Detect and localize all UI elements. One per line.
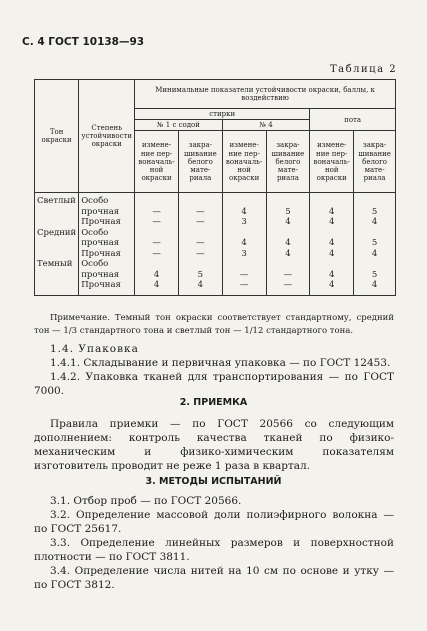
- table-note: Примечание. Темный тон окраски соответствует стандартному, средний тон — 1/3 стандартного тона и светлый тон — 1/12 стандартного тона.: [34, 313, 394, 336]
- value-cell: 4: [310, 250, 354, 261]
- paragraph-2: Правила приемки — по ГОСТ 20566 со следующим дополнением: контроль качества тканей по физико-механическим и физико-химическим показателям изготовитель проводит не реже 1 раза в квартал.: [34, 418, 394, 472]
- col-stain-header: закра-шивание белого мате-риала: [354, 131, 396, 193]
- value-cell: 3: [222, 218, 266, 229]
- value-cell: 4: [310, 271, 354, 282]
- value-cell: 5: [178, 271, 222, 282]
- table-row: [35, 193, 396, 208]
- degree-cell: Особо: [79, 260, 135, 271]
- value-cell: 4: [310, 281, 354, 295]
- tone-cell: Средний: [35, 229, 79, 240]
- page-header: С. 4 ГОСТ 10138—93: [22, 36, 145, 48]
- value-cell: —: [135, 250, 179, 261]
- value-cell: 4: [222, 208, 266, 219]
- value-cell: 4: [222, 239, 266, 250]
- tone-cell: Темный: [35, 260, 79, 271]
- value-cell: 4: [354, 281, 396, 295]
- value-cell: 4: [266, 239, 310, 250]
- value-cell: —: [266, 271, 310, 282]
- col-stain-header: закра-шивание белого мате-риала: [266, 131, 310, 193]
- sub-soda-header: № 1 с содой: [135, 120, 223, 131]
- degree-cell: Прочная: [79, 218, 135, 229]
- value-cell: 5: [354, 271, 396, 282]
- section-2-heading: 2. ПРИЕМКА: [179, 397, 248, 408]
- degree-cell: Прочная: [79, 281, 135, 295]
- table-caption: Таблица 2: [330, 64, 398, 75]
- col-stain-header: закра-шивание белого мате-риала: [178, 131, 222, 193]
- section-3-heading: 3. МЕТОДЫ ИСПЫТАНИЙ: [145, 476, 282, 487]
- value-cell: 4: [354, 218, 396, 229]
- value-cell: 4: [266, 218, 310, 229]
- value-cell: 5: [354, 208, 396, 219]
- degree-cell: прочная: [79, 208, 135, 219]
- section-1-4-title: 1.4. Упаковка: [50, 343, 139, 355]
- degree-cell: прочная: [79, 239, 135, 250]
- value-cell: 5: [354, 239, 396, 250]
- group-stirki-header: стирки: [135, 109, 310, 120]
- table-row: [35, 281, 396, 295]
- value-cell: —: [135, 239, 179, 250]
- paragraph-3-3: 3.3. Определение линейных размеров и поверхностной плотности — по ГОСТ 3811.: [34, 537, 394, 563]
- col-change-header: измене-ние пер-воначаль-ной окраски: [222, 131, 266, 193]
- tone-cell: Светлый: [35, 193, 79, 208]
- degree-cell: Особо: [79, 193, 135, 208]
- value-cell: 4: [310, 239, 354, 250]
- col-tone-header: Тон окраски: [35, 80, 79, 193]
- value-cell: 4: [354, 250, 396, 261]
- value-cell: —: [178, 208, 222, 219]
- value-cell: 4: [310, 218, 354, 229]
- group-pota-header: пота: [310, 109, 396, 131]
- value-cell: 4: [266, 250, 310, 261]
- col-change-header: измене-ние пер-воначаль-ной окраски: [310, 131, 354, 193]
- value-cell: —: [178, 250, 222, 261]
- sub-n4-header: № 4: [222, 120, 310, 131]
- paragraph-3-2: 3.2. Определение массовой доли полиэфирного волокна — по ГОСТ 25617.: [34, 509, 394, 535]
- value-cell: —: [266, 281, 310, 295]
- col-change-header: измене-ние пер-воначаль-ной окраски: [135, 131, 179, 193]
- value-cell: 4: [135, 281, 179, 295]
- value-cell: 5: [266, 208, 310, 219]
- paragraph-3-4: 3.4. Определение числа нитей на 10 см по основе и утку — по ГОСТ 3812.: [34, 565, 394, 591]
- value-cell: —: [178, 239, 222, 250]
- colorfastness-table: [34, 79, 396, 296]
- value-cell: —: [222, 281, 266, 295]
- value-cell: 4: [310, 208, 354, 219]
- paragraph-1-4-1: 1.4.1. Складывание и первичная упаковка — по ГОСТ 12453.: [50, 357, 391, 369]
- paragraph-1-4-2: 1.4.2. Упаковка тканей для транспортирования — по ГОСТ 7000.: [34, 371, 394, 397]
- paragraph-3-1: 3.1. Отбор проб — по ГОСТ 20566.: [50, 495, 242, 507]
- col-degree-header: Степень устойчивости окраски: [79, 80, 135, 193]
- value-cell: 3: [222, 250, 266, 261]
- col-main-header: Минимальные показатели устойчивости окраски, баллы, к воздействию: [135, 80, 396, 109]
- value-cell: —: [135, 218, 179, 229]
- value-cell: 4: [135, 271, 179, 282]
- value-cell: —: [178, 218, 222, 229]
- degree-cell: Прочная: [79, 250, 135, 261]
- value-cell: —: [222, 271, 266, 282]
- degree-cell: прочная: [79, 271, 135, 282]
- value-cell: 4: [178, 281, 222, 295]
- degree-cell: Особо: [79, 229, 135, 240]
- value-cell: —: [135, 208, 179, 219]
